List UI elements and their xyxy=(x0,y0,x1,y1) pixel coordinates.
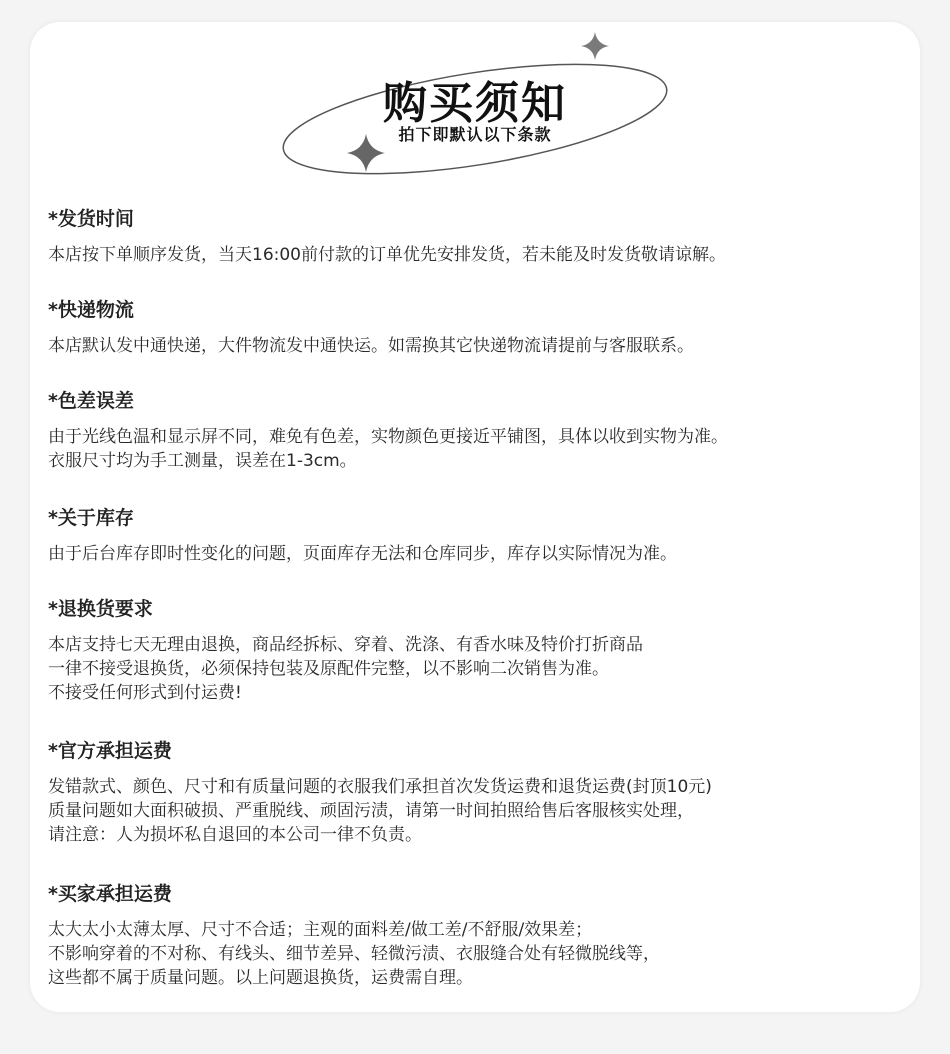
section-line: 衣服尺寸均为手工测量，误差在1-3cm。 xyxy=(48,451,357,471)
header xyxy=(30,22,920,192)
section-inventory xyxy=(48,506,908,566)
section-line: 由于后台库存即时性变化的问题，页面库存无法和仓库同步，库存以实际情况为准。 xyxy=(48,544,677,564)
section-title: *退换货要求 xyxy=(48,598,153,620)
section-title: *买家承担运费 xyxy=(48,883,172,905)
section-title: *发货时间 xyxy=(48,208,134,230)
section-line: 不接受任何形式到付运费! xyxy=(48,683,242,703)
section-title: *快递物流 xyxy=(48,299,134,321)
notice-card xyxy=(30,22,920,1012)
sparkle-icon xyxy=(581,32,609,60)
section-title: *色差误差 xyxy=(48,390,134,412)
section-line: 这些都不属于质量问题。以上问题退换货，运费需自理。 xyxy=(48,968,473,988)
section-buyer-shipping xyxy=(48,882,908,990)
section-line: 本店按下单顺序发货，当天16:00前付款的订单优先安排发货，若未能及时发货敬请谅解。 xyxy=(48,245,726,265)
page-title: 购买须知 xyxy=(383,78,567,129)
section-line: 太大太小太薄太厚、尺寸不合适；主观的面料差/做工差/不舒服/效果差； xyxy=(48,920,593,940)
section-title: *关于库存 xyxy=(48,507,134,529)
section-line: 本店支持七天无理由退换，商品经拆标、穿着、洗涤、有香水味及特价打折商品 xyxy=(48,635,643,655)
section-line: 发错款式、颜色、尺寸和有质量问题的衣服我们承担首次发货运费和退货运费(封顶10元) xyxy=(48,777,712,797)
section-color-difference xyxy=(48,389,908,473)
section-title: *官方承担运费 xyxy=(48,740,172,762)
section-courier xyxy=(48,298,908,358)
section-return-policy xyxy=(48,597,908,705)
section-seller-shipping xyxy=(48,739,908,847)
section-line: 一律不接受退换货，必须保持包装及原配件完整，以不影响二次销售为准。 xyxy=(48,659,609,679)
section-line: 不影响穿着的不对称、有线头、细节差异、轻微污渍、衣服缝合处有轻微脱线等， xyxy=(48,944,660,964)
section-line: 质量问题如大面积破损、严重脱线、顽固污渍，请第一时间拍照给售后客服核实处理， xyxy=(48,801,694,821)
section-line: 本店默认发中通快递，大件物流发中通快运。如需换其它快递物流请提前与客服联系。 xyxy=(48,336,694,356)
section-line: 由于光线色温和显示屏不同，难免有色差，实物颜色更接近平铺图，具体以收到实物为准。 xyxy=(48,427,728,447)
section-line: 请注意：人为损坏私自退回的本公司一律不负责。 xyxy=(48,825,422,845)
page-subtitle: 拍下即默认以下条款 xyxy=(398,125,552,144)
section-shipping-time xyxy=(48,207,908,267)
